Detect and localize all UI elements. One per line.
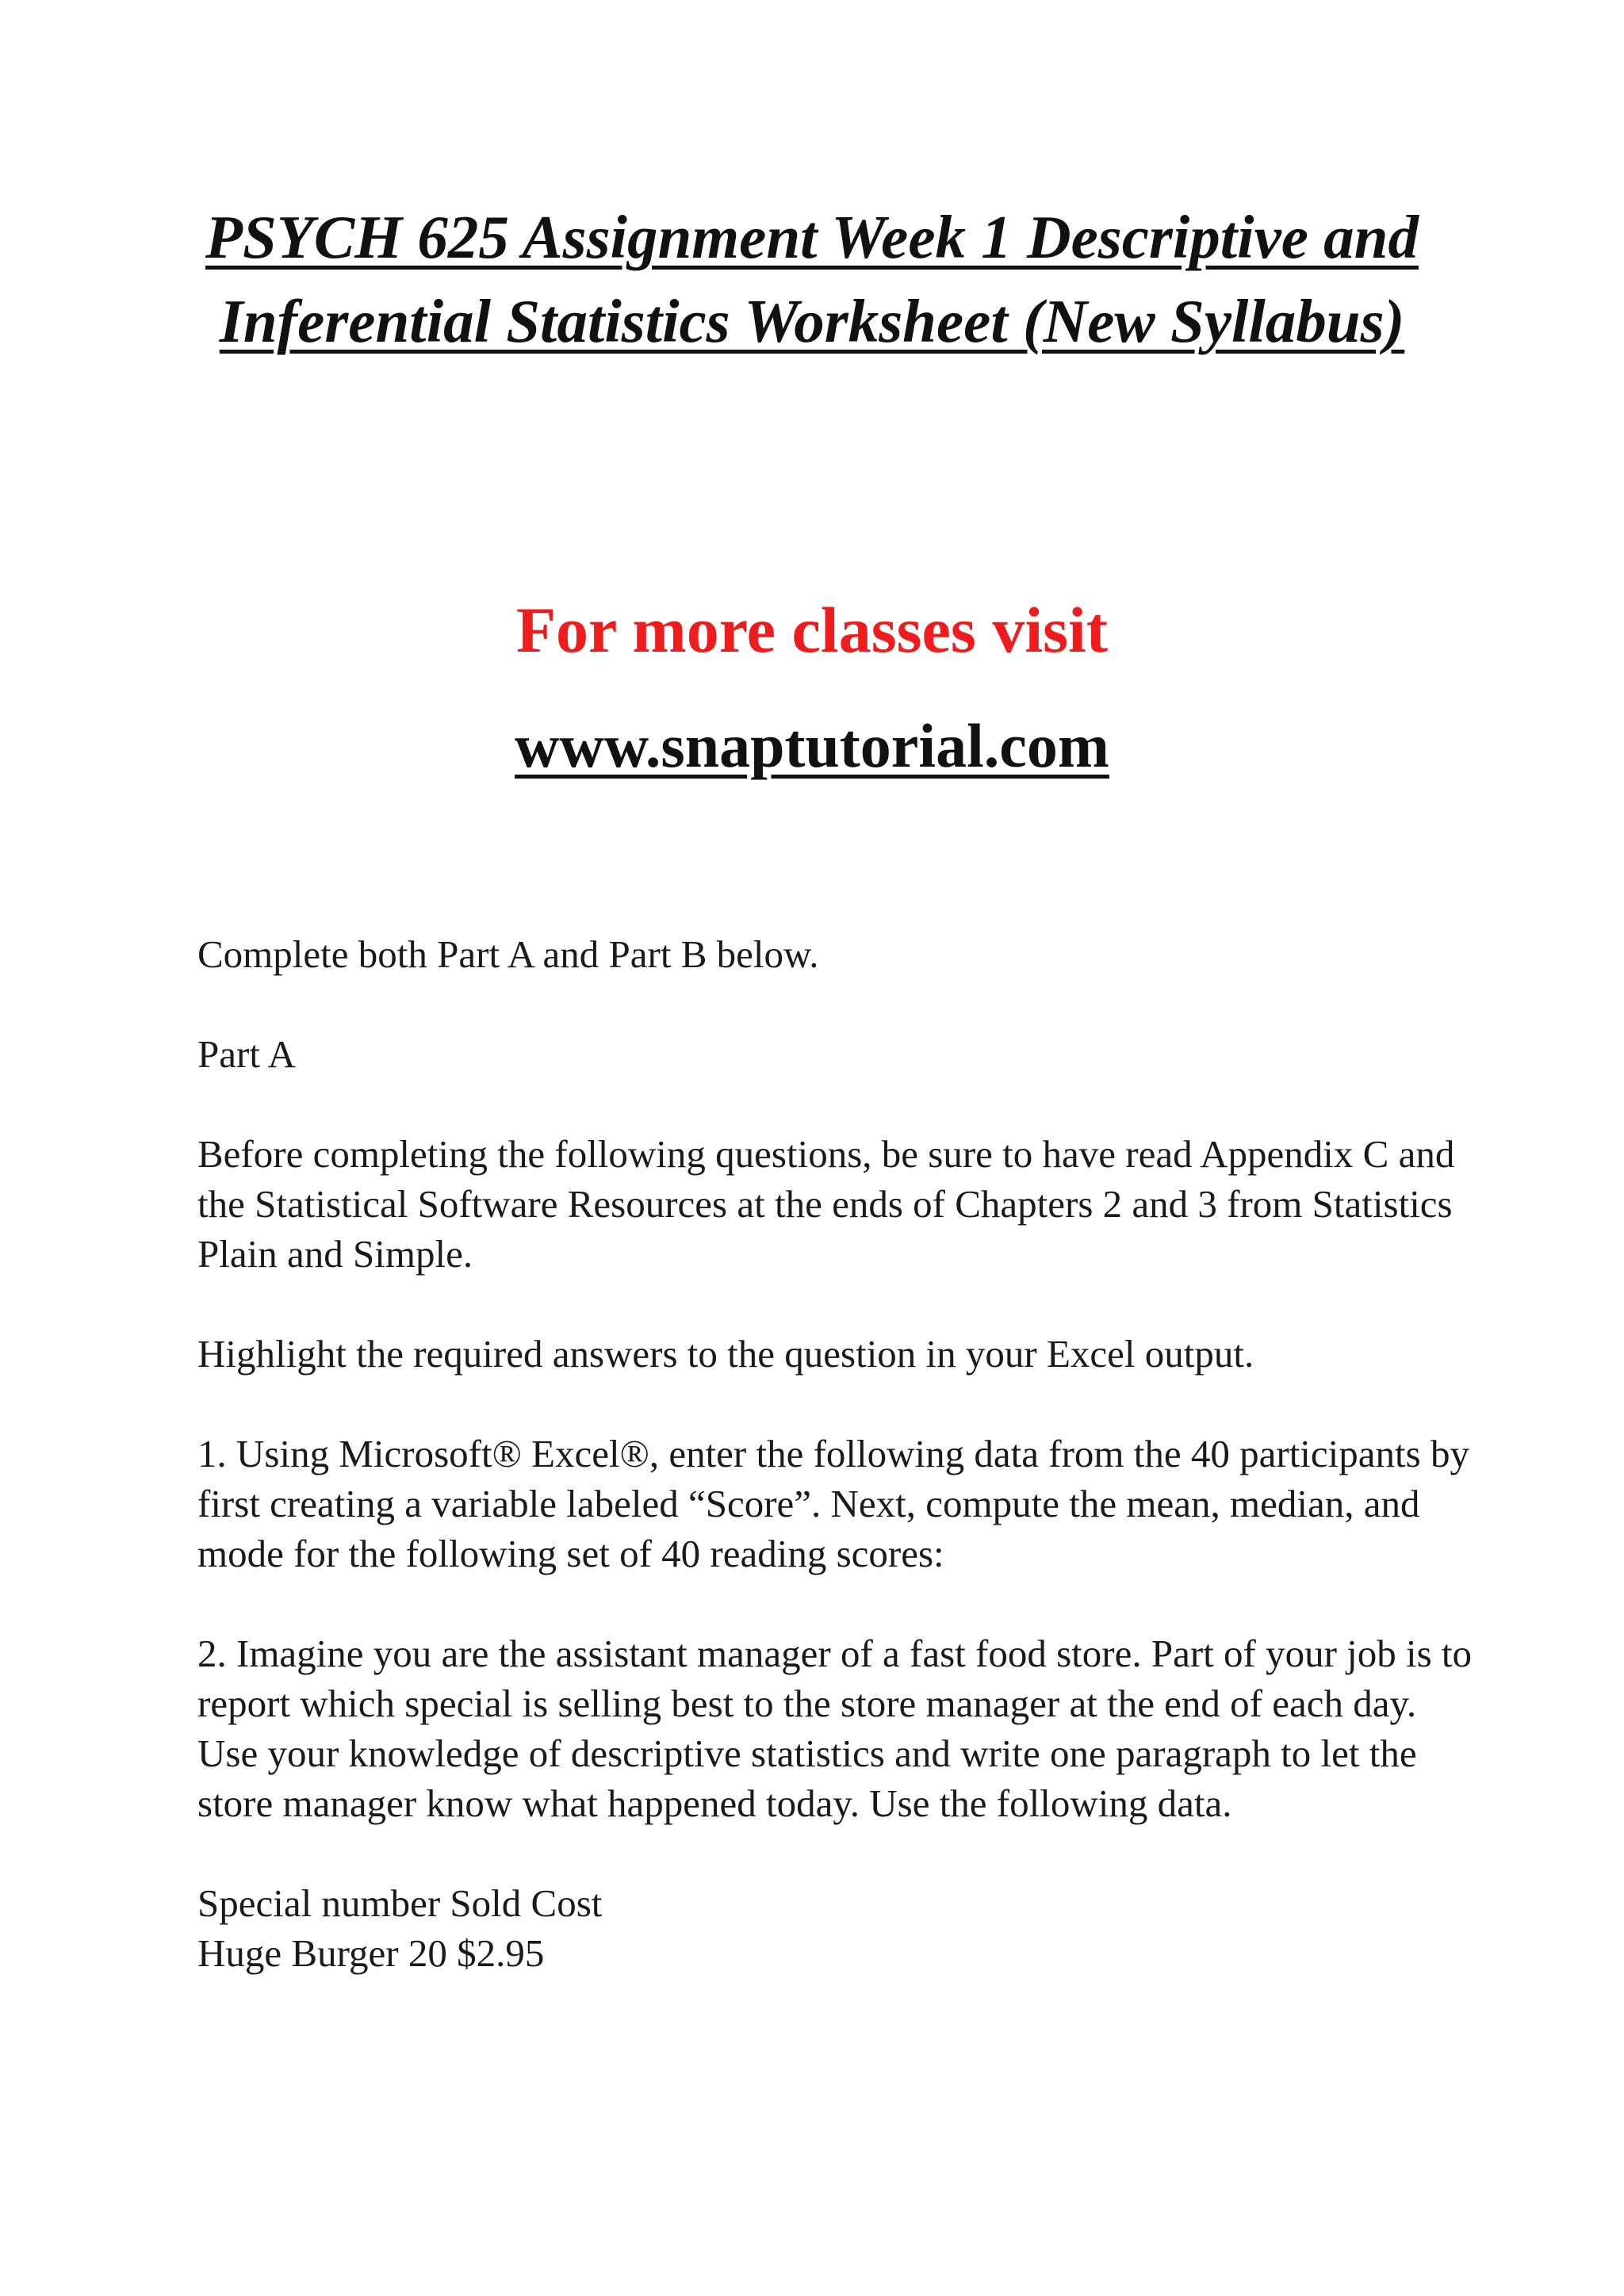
question-2: 2. Imagine you are the assistant manager of a fast food store. Part of your job is to report which special is selling best to the store manager at the end of each day. Use your knowledge of descriptive statistics and write one paragraph to let the store manager know what happened today. Use the following data. — [197, 1632, 1473, 1825]
question-1: 1. Using Microsoft® Excel®, enter the following data from the 40 participants by first creating a variable labeled “Score”. Next, compute the mean, median, and mode for the following set of 40 reading scores: — [197, 1432, 1469, 1575]
promo-text: For more classes visit — [515, 594, 1109, 666]
part-a-heading: Part A — [197, 1032, 296, 1076]
site-link[interactable]: www.snaptutorial.com — [515, 711, 1109, 780]
document-title: PSYCH 625 Assignment Week 1 Descriptive and Inferential Statistics Worksheet (New Syllabus) — [205, 203, 1419, 355]
intro-paragraph: Complete both Part A and Part B below. — [197, 932, 819, 976]
document-body — [197, 929, 1482, 1978]
prerequisite-paragraph: Before completing the following questions, be sure to have read Appendix C and the Statistical Software Resources at the ends of Chapters 2 and 3 from Statistics Plain and Simple. — [197, 1132, 1455, 1276]
table-row-huge-burger: Huge Burger 20 $2.95 — [197, 1931, 545, 1975]
highlight-instruction: Highlight the required answers to the question in your Excel output. — [197, 1332, 1254, 1376]
table-header-line: Special number Sold Cost — [197, 1881, 603, 1925]
